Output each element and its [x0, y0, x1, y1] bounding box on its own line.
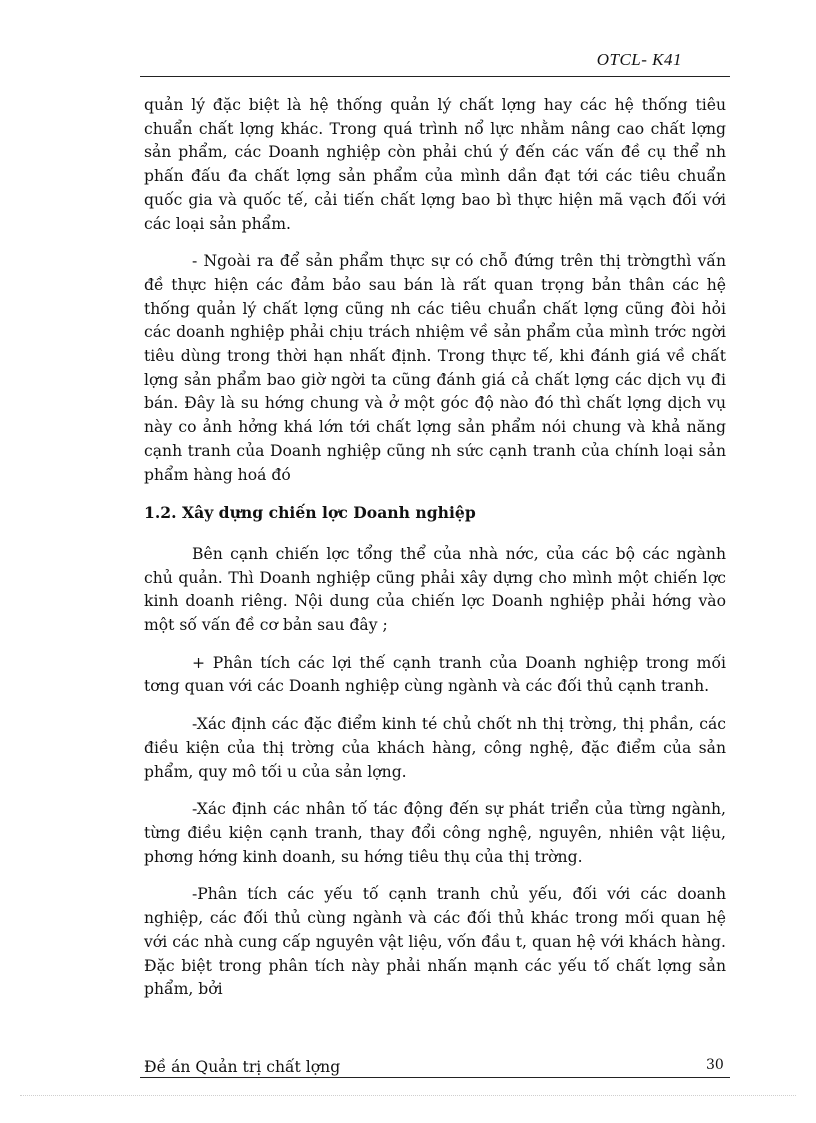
- footer-title: Đề án Quản trị chất lợng: [144, 1058, 341, 1076]
- paragraph-7: -Phân tích các yếu tố cạnh tranh chủ yếu, đối với các doanh nghiệp, các đối thủ cùng ngành và các đối thủ khác trong mối quan hệ với các nhà cung cấp nguyên vật liệu, vốn đầu t, quan hệ với khách hàng. Đặc biệt trong phân tích này phải nhấn mạnh các yếu tố chất lợng sản phẩm, bởi: [144, 885, 726, 999]
- page-edge-divider: [20, 1095, 796, 1096]
- paragraph-5: -Xác định các đặc điểm kinh té chủ chốt nh thị trờng, thị phần, các điều kiện của thị trờng của khách hàng, công nghệ, đặc điểm của sản phẩm, quy mô tối u của sản lợng.: [144, 715, 726, 781]
- body-text: [144, 94, 726, 1016]
- paragraph-2: - Ngoài ra để sản phẩm thực sự có chỗ đứng trên thị trờngthì vấn đề thực hiện các đảm bảo sau bán là rất quan trọng bản thân các hệ thống quản lý chất lợng cũng nh các tiêu chuẩn chất lợng cũng đòi hỏi các doanh nghiệp phải chịu trách nhiệm về sản phẩm của mình trớc ngời tiêu dùng trong thời hạn nhất định. Trong thực tế, khi đánh giá về chất lợng sản phẩm bao giờ ngời ta cũng đánh giá cả chất lợng các dịch vụ đi bán. Đây là su hớng chung và ở một góc độ nào đó thì chất lợng dịch vụ này co ảnh hởng khá lớn tới chất lợng sản phẩm nói chung và khả năng cạnh tranh của Doanh nghiệp cũng nh sức cạnh tranh của chính loại sản phẩm hàng hoá đó: [144, 252, 726, 484]
- paragraph-3: Bên cạnh chiến lợc tổng thể của nhà nớc, của các bộ các ngành chủ quản. Thì Doanh nghiệp cũng phải xây dựng cho mình một chiến lợc kinh doanh riêng. Nội dung của chiến lợc Doanh nghiệp phải hớng vào một số vấn đề cơ bản sau đây ;: [144, 544, 726, 635]
- footer-rule: [140, 1077, 730, 1078]
- section-heading: 1.2. Xây dựng chiến lợc Doanh nghiệp: [144, 503, 476, 523]
- header-rule: [140, 76, 730, 77]
- page-number: 30: [706, 1057, 724, 1073]
- paragraph-4: + Phân tích các lợi thế cạnh tranh của Doanh nghiệp trong mối tơng quan với các Doanh nghiệp cùng ngành và các đối thủ cạnh tranh.: [144, 653, 726, 696]
- paragraph-6: -Xác định các nhân tố tác động đến sự phát triển của từng ngành, từng điều kiện cạnh tranh, thay đổi công nghệ, nguyên, nhiên vật liệu, phơng hớng kinh doanh, su hớng tiêu thụ của thị trờng.: [144, 800, 726, 866]
- running-header: OTCL- K41: [596, 50, 682, 69]
- paragraph-1: quản lý đặc biệt là hệ thống quản lý chất lợng hay các hệ thống tiêu chuẩn chất lợng khác. Trong quá trình nổ lực nhằm nâng cao chất lợng sản phẩm, các Doanh nghiệp còn phải chú ý đến các vấn đề cụ thể nh phấn đấu đa chất lợng sản phẩm của mình dần đạt tới các tiêu chuẩn quốc gia và quốc tế, cải tiến chất lợng bao bì thực hiện mã vạch đối với các loại sản phẩm.: [144, 96, 726, 233]
